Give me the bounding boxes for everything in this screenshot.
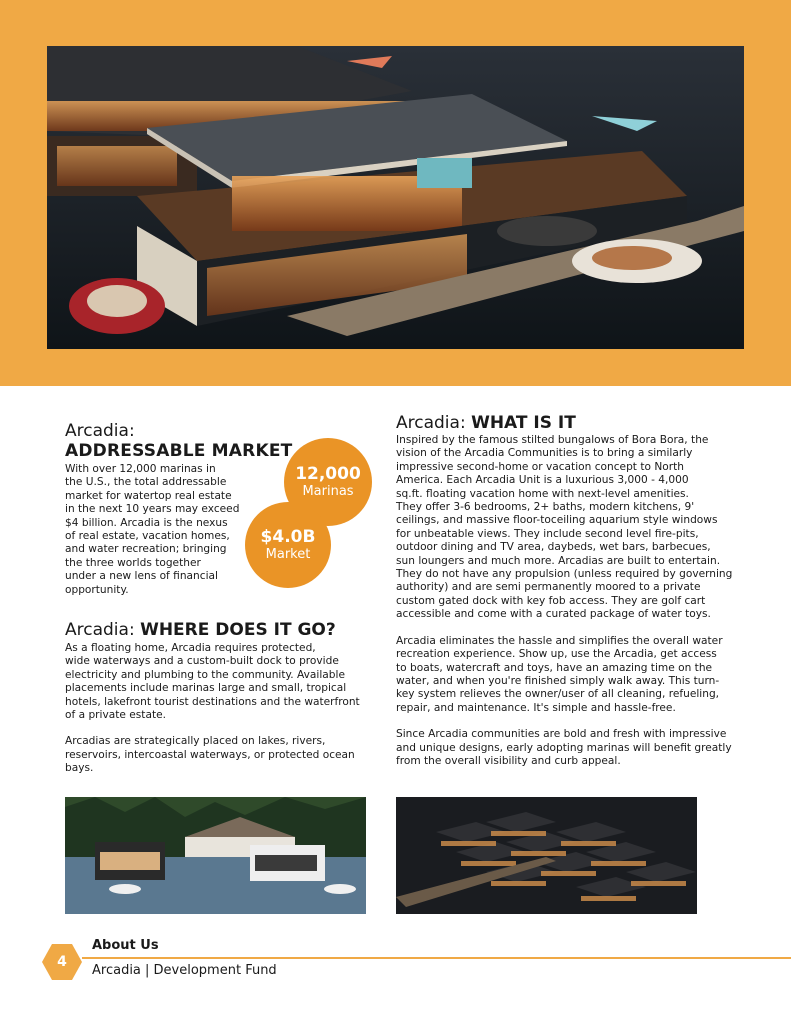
page-number: 4	[57, 954, 67, 970]
what-heading: WHAT IS IT	[471, 413, 576, 433]
what-kicker: Arcadia:	[396, 413, 472, 433]
market-kicker: Arcadia:	[65, 421, 135, 441]
where-paragraph-2: Arcadias are strategically placed on lakes, rivers, reservoirs, intercoastal waterways, or protected ocean bays.	[65, 735, 355, 775]
footer-title: About Us	[92, 938, 159, 953]
where-does-it-go-section	[65, 620, 365, 776]
what-paragraph-2: Arcadia eliminates the hassle and simplifies the overall water recreation experience. Show up, use the Arcadia, get access to boats, watercraft and toys, have an amazing time on the water, and when you're finished simply walk away. This turn- key system relieves the owner/user of all cleaning, refueling, repair, and maintenance. It's simple and hassle-free.	[396, 634, 723, 714]
where-paragraph-1: As a floating home, Arcadia requires protected, wide waterways and a custom-built dock to provide electricity and plumbing to the community. Available placements include marinas large and small, tropical hotels, lakefront tourist destinations and the waterfront of a private estate.	[65, 642, 360, 722]
where-heading: WHERE DOES IT GO?	[140, 620, 336, 640]
lakeside-floating-homes-photo	[65, 797, 366, 914]
market-stat-circle	[245, 502, 331, 588]
footer-subtitle: Arcadia | Development Fund	[92, 963, 277, 978]
hero-image-floating-homes	[47, 46, 744, 349]
what-paragraph-1: Inspired by the famous stilted bungalows of Bora Bora, the vision of the Arcadia Communities is to bring a similarly impressive second-home or vacation concept to North America. Each Arcadia Unit is a luxurious 3,000 - 4,000 sq.ft. floating vacation home with next-level amenities. They offer 3-6 bedrooms, 2+ baths, modern kitchens, 9' ceilings, and massive floor-toceiling aquarium style windows for unbeatable views. They include second level fire-pits, outdoor dining and TV area, daybeds, wet bars, barbecues, sun loungers and much more. Arcadias are built to entertain. They do not have any propulsion (unless required by governing authority) and are semi permanently moored to a private custom gated dock with key fob access. They are golf cart accessible and come with a curated package of water toys.	[396, 434, 733, 621]
market-heading: ADDRESSABLE MARKET	[65, 441, 293, 461]
marinas-stat-value: 12,000	[295, 464, 361, 484]
market-stat-value: $4.0B	[260, 527, 316, 547]
market-paragraph: With over 12,000 marinas in the U.S., the total addressable market for watertop real estate in the next 10 years may exceed $4 billion. Arcadia is the nexus of real estate, vacation homes, and water recreation; bringing the three worlds together under a new lens of financial opportunity.	[65, 463, 240, 596]
footer-divider	[82, 957, 791, 959]
where-heading-line	[65, 620, 365, 640]
where-kicker: Arcadia:	[65, 620, 141, 640]
marinas-stat-label: Marinas	[302, 484, 354, 499]
what-paragraph-3: Since Arcadia communities are bold and fresh with impressive and unique designs, early adopting marinas will benefit greatly from the overall visibility and curb appeal.	[396, 728, 732, 767]
what-is-it-section	[396, 413, 741, 768]
what-heading-line	[396, 413, 741, 433]
marina-community-night-photo	[396, 797, 697, 914]
market-stat-label: Market	[265, 547, 311, 562]
